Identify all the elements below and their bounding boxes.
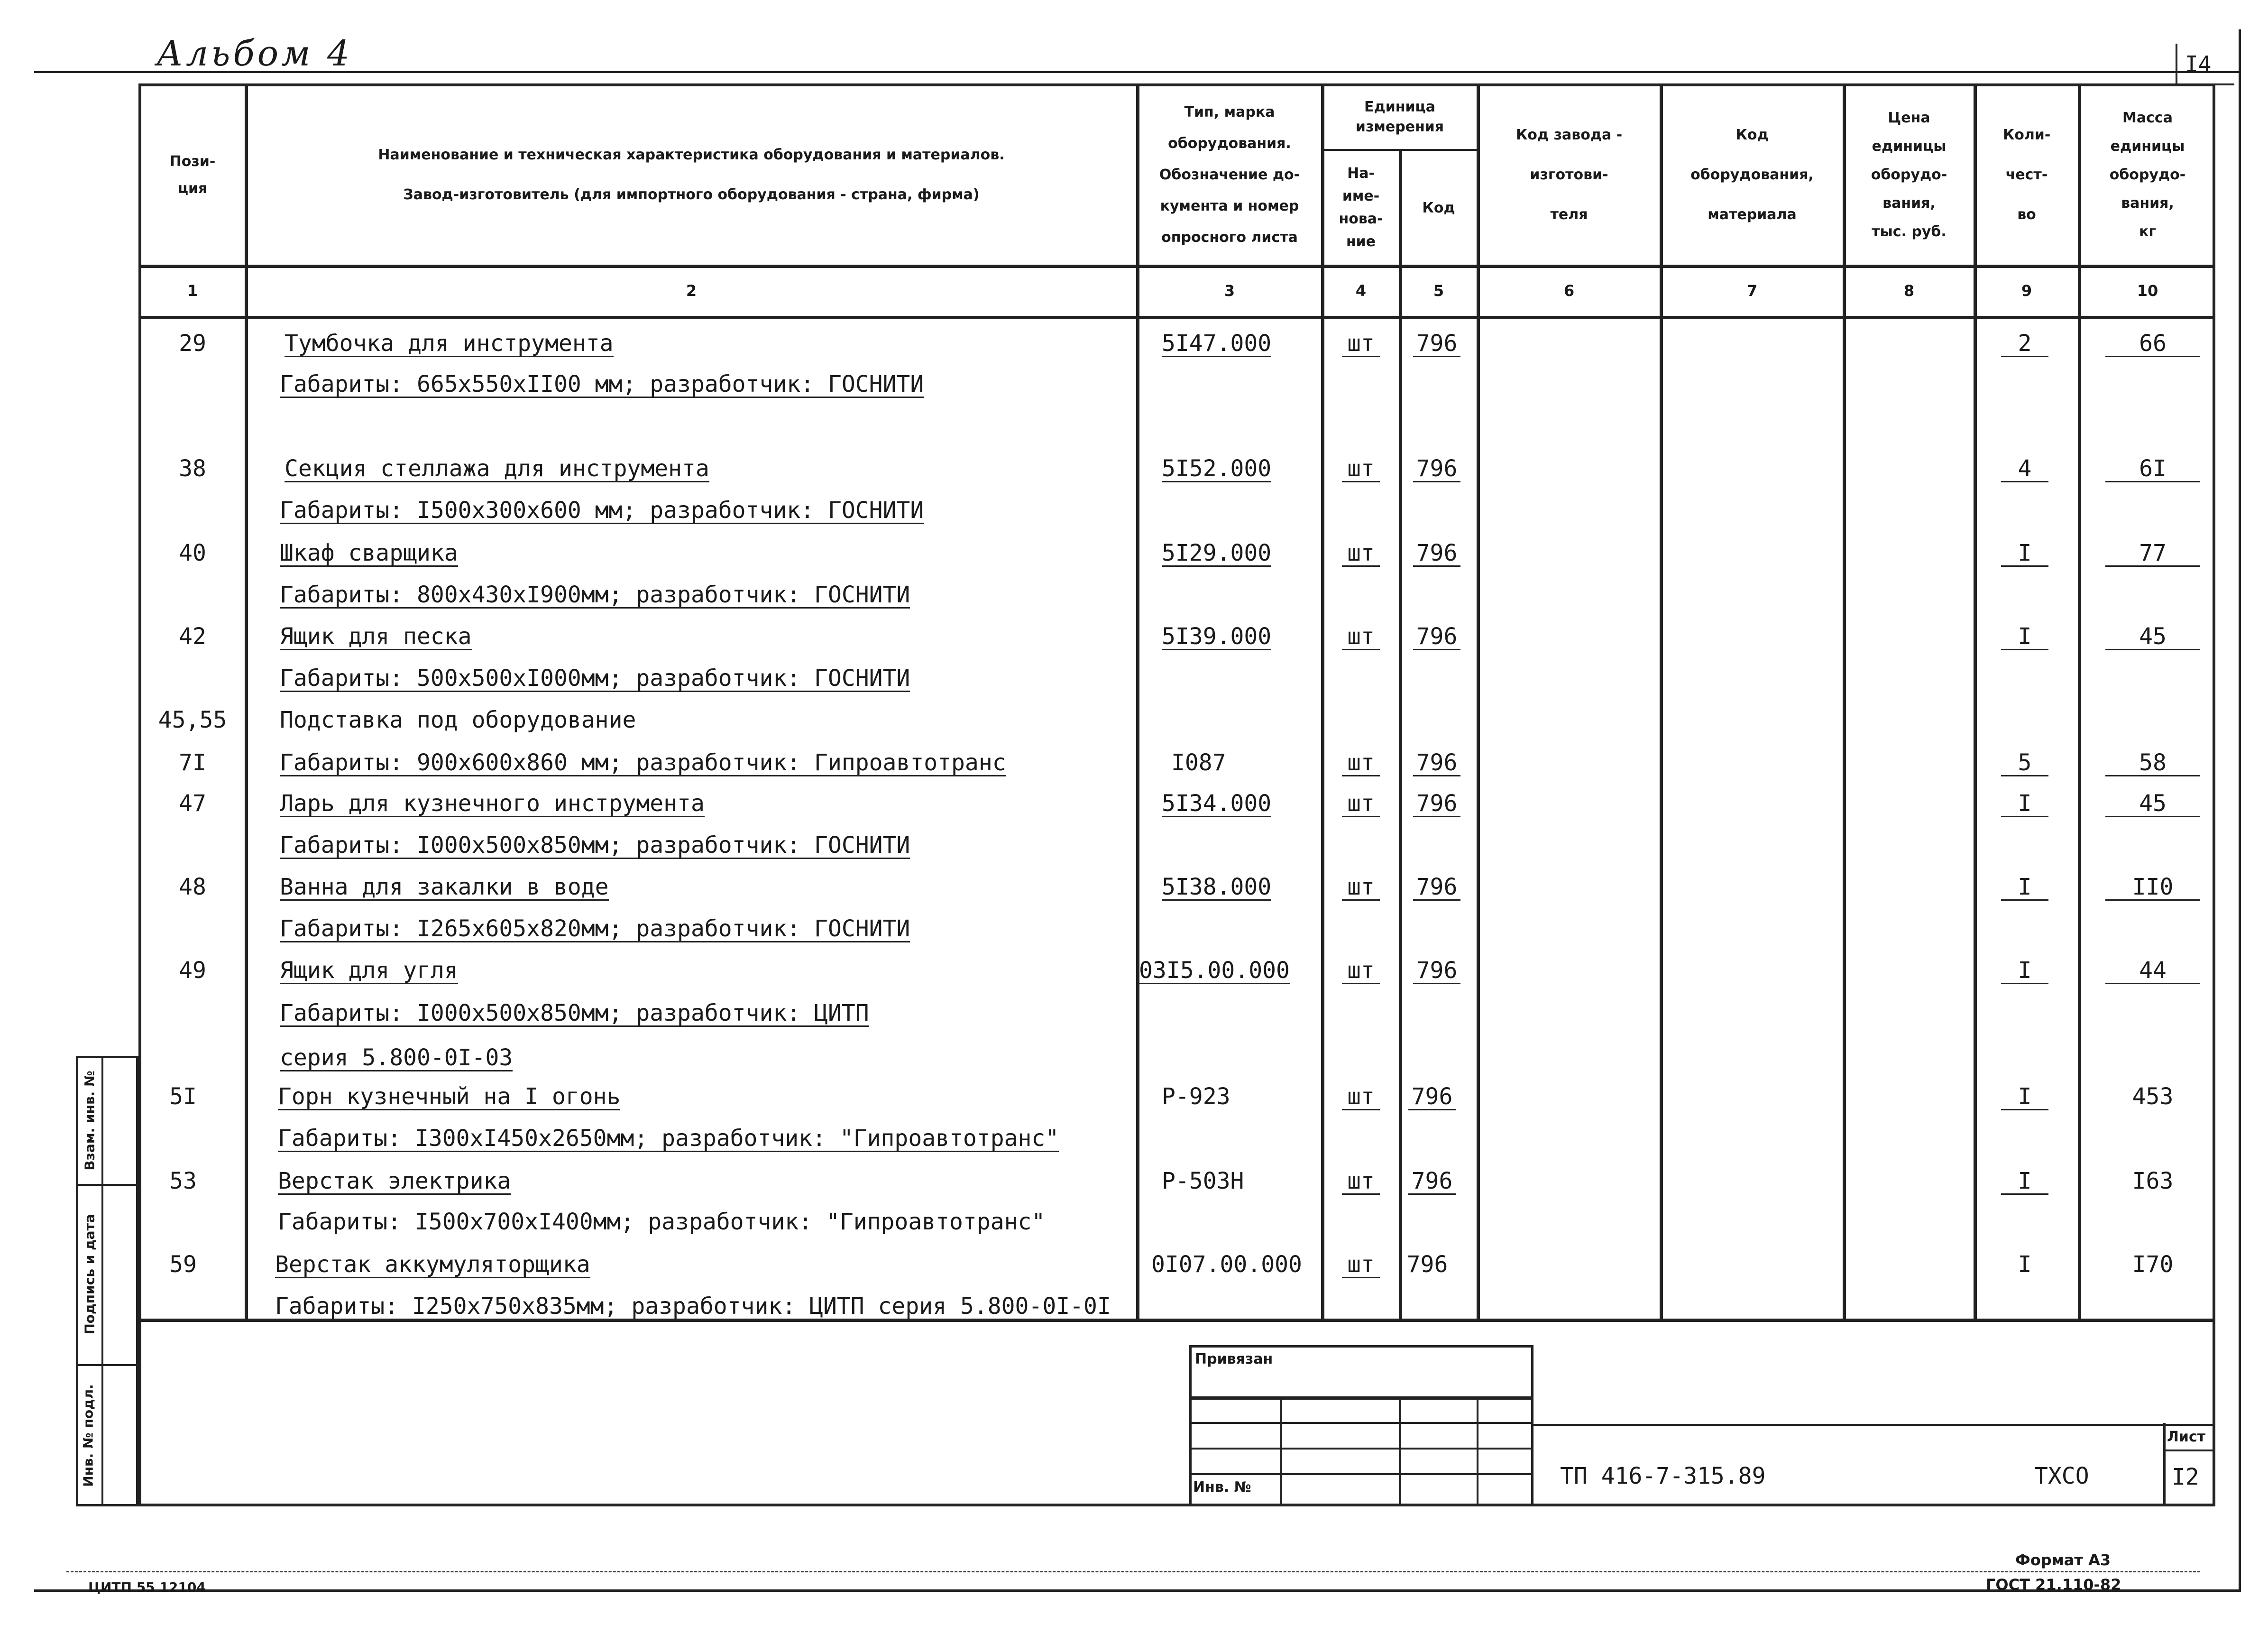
col-line-8 (1974, 83, 1977, 1319)
row-position: 38 (179, 455, 206, 482)
row-code: 796 (1406, 1251, 1448, 1278)
row-name: Ящик для песка (280, 623, 472, 650)
row-code: 796 (1408, 1170, 1456, 1195)
row-position: 53 (169, 1168, 197, 1194)
col-line-4 (1399, 149, 1402, 1319)
colnum-7: 7 (1746, 282, 1758, 300)
row-code: 796 (1408, 1085, 1456, 1110)
side-label-vzam: Взам. инв. № (82, 1071, 98, 1171)
row-code: 796 (1413, 959, 1460, 984)
row-mass: 453 (2132, 1083, 2174, 1110)
header-unit-group: Единица измерения (1355, 99, 1444, 135)
row-position: 45,55 (158, 707, 227, 733)
corner-number: I4 (2185, 51, 2212, 77)
colnum-10: 10 (2137, 282, 2158, 300)
colnum-9: 9 (2021, 282, 2032, 300)
row-name: Габариты: 500х500хI000мм; разработчик: ГОСНИТИ (280, 665, 910, 692)
row-unit: шт (1342, 332, 1380, 357)
col-line-6 (1660, 83, 1663, 1319)
header-price: Цена единицы оборудо- вания, тыс. руб. (1871, 110, 1947, 240)
side-stamp-vline (101, 1056, 103, 1506)
row-type: 5I34.000 (1162, 790, 1272, 817)
row-code: 796 (1413, 876, 1460, 901)
row-unit: шт (1342, 792, 1380, 817)
row-mass: 66 (2105, 332, 2200, 357)
row-name: серия 5.800-0I-03 (280, 1044, 513, 1071)
row-position: 42 (179, 623, 206, 650)
colnum-8: 8 (1903, 282, 1915, 300)
row-quantity: I (2001, 959, 2048, 984)
row-type: 5I52.000 (1162, 455, 1272, 482)
stamp-line-1 (1189, 1396, 1533, 1400)
row-mass: I70 (2132, 1251, 2174, 1278)
header-quantity: Коли- чест- во (2002, 127, 2051, 223)
stamp-vline-3 (1477, 1396, 1478, 1506)
header-equipment-code: Код оборудования, материала (1690, 127, 1814, 223)
row-unit: шт (1342, 959, 1380, 984)
row-mass: 6I (2105, 457, 2200, 482)
stamp-sheet-label: Лист (2167, 1429, 2206, 1445)
row-quantity: I (2018, 1251, 2032, 1278)
row-quantity: I (2001, 1170, 2048, 1195)
row-mass: II0 (2105, 876, 2200, 901)
row-unit: шт (1342, 751, 1380, 776)
row-mass: 58 (2105, 751, 2200, 776)
stamp-sheet-number: I2 (2172, 1464, 2199, 1490)
footer-left-code: ЦИТП 55 12104 (88, 1579, 206, 1595)
row-code: 796 (1413, 625, 1460, 650)
row-name: Ларь для кузнечного инструмента (280, 790, 705, 817)
header-name: Наименование и техническая характеристика оборудования и материалов. Завод-изготовитель (для импортного оборудования - страна, фирма) (378, 147, 1005, 203)
row-unit: шт (1342, 1170, 1380, 1195)
row-position: 59 (169, 1251, 197, 1278)
col-line-5 (1477, 83, 1480, 1319)
row-code: 796 (1413, 332, 1460, 357)
row-position: 7I (179, 749, 206, 776)
stamp-vline-1 (1280, 1396, 1282, 1506)
stamp-privyazan-label: Привязан (1195, 1351, 1273, 1367)
colnum-bottom-line (138, 316, 2215, 319)
row-code: 796 (1413, 792, 1460, 817)
row-quantity: I (2001, 1085, 2048, 1110)
row-name: Габариты: 800х430хI900мм; разработчик: ГОСНИТИ (280, 582, 910, 608)
row-name: Горн кузнечный на I огонь (278, 1083, 621, 1110)
col-line-7 (1843, 83, 1846, 1319)
album-label: Альбом 4 (156, 33, 353, 74)
row-name: Ящик для угля (280, 957, 458, 984)
row-position: 40 (179, 540, 206, 566)
row-type: I087 (1171, 749, 1226, 776)
header-unit-code: Код (1422, 199, 1455, 216)
row-name: Верстак аккумуляторщика (275, 1251, 590, 1278)
row-position: 48 (179, 874, 206, 900)
row-unit: шт (1342, 1085, 1380, 1110)
row-name: Габариты: I300хI450х2650мм; разработчик: "Гипроавтотранс" (278, 1125, 1059, 1152)
row-name: Габариты: I265х605х820мм; разработчик: ГОСНИТИ (280, 915, 910, 942)
header-type: Тип, марка оборудования. Обозначение до- кумента и номер опросного листа (1159, 104, 1300, 246)
row-mass: 45 (2105, 625, 2200, 650)
stamp-doc-code: ТП 416-7-315.89 (1560, 1463, 1766, 1489)
row-position: 29 (179, 330, 206, 357)
row-name: Габариты: I500х700хI400мм; разработчик: "Гипроавтотранс" (278, 1209, 1046, 1235)
header-mass: Масса единицы оборудо- вания, кг (2109, 110, 2186, 240)
row-mass: 45 (2105, 792, 2200, 817)
row-type: 5I47.000 (1162, 330, 1272, 357)
row-quantity: 4 (2001, 457, 2048, 482)
row-name: Габариты: I000х500х850мм; разработчик: ГОСНИТИ (280, 832, 910, 859)
colnum-6: 6 (1563, 282, 1575, 300)
stamp-vline-2 (1399, 1396, 1401, 1506)
row-quantity: I (2001, 792, 2048, 817)
row-quantity: I (2001, 542, 2048, 567)
row-name: Тумбочка для инструмента (285, 330, 614, 357)
col-line-3 (1321, 83, 1324, 1319)
row-mass: 77 (2105, 542, 2200, 567)
row-type: 5I39.000 (1162, 623, 1272, 650)
side-label-inv-podl: Инв. № подл. (80, 1384, 96, 1487)
stamp-section: ТХСО (2034, 1463, 2089, 1489)
row-type: Р-503Н (1162, 1168, 1244, 1194)
footer-gost: ГОСТ 21.110-82 (1986, 1576, 2121, 1594)
top-border (34, 71, 2241, 73)
header-bottom-line (138, 265, 2215, 268)
row-unit: шт (1342, 625, 1380, 650)
row-position: 49 (179, 957, 206, 984)
row-name: Габариты: I000х500х850мм; разработчик: ЦИТП (280, 1000, 869, 1026)
colnum-2: 2 (686, 282, 697, 300)
row-unit: шт (1342, 457, 1380, 482)
row-name: Подставка под оборудование (280, 707, 636, 733)
header-unit-name: На- име- нова- ние (1339, 165, 1383, 250)
colnum-4: 4 (1355, 282, 1367, 300)
stamp-line-4 (1189, 1473, 1533, 1475)
row-name: Секция стеллажа для инструмента (285, 455, 709, 482)
header-factory-code: Код завода - изготови- теля (1515, 127, 1623, 223)
row-type: 5I38.000 (1162, 874, 1272, 900)
col-line-1 (245, 83, 248, 1319)
row-quantity: I (2001, 625, 2048, 650)
row-type: 0I07.00.000 (1151, 1251, 1302, 1278)
row-unit: шт (1342, 876, 1380, 901)
row-quantity: 2 (2001, 332, 2048, 357)
footer-format: Формат А3 (2015, 1551, 2111, 1569)
row-unit: шт (1342, 542, 1380, 567)
row-name: Шкаф сварщика (280, 540, 458, 566)
row-type: 03I5.00.000 (1139, 957, 1290, 984)
footer-dashed-line (66, 1571, 2200, 1572)
row-name: Габариты: 665х550хII00 мм; разработчик: ГОСНИТИ (280, 371, 924, 397)
stamp-sheet-line (2163, 1450, 2215, 1451)
stamp-line-3 (1189, 1448, 1533, 1450)
header-position: Пози- ция (169, 153, 216, 197)
row-mass: I63 (2132, 1168, 2174, 1194)
row-code: 796 (1413, 751, 1460, 776)
row-name: Габариты: I250х750х835мм; разработчик: ЦИТП серия 5.800-0I-0I (275, 1293, 1111, 1320)
row-type: 5I29.000 (1162, 540, 1272, 566)
colnum-5: 5 (1433, 282, 1444, 300)
row-mass: 44 (2105, 959, 2200, 984)
row-name: Верстак электрика (278, 1168, 511, 1194)
row-type: Р-923 (1162, 1083, 1230, 1110)
row-unit: шт (1342, 1253, 1380, 1278)
stamp-main-top (1533, 1424, 2215, 1426)
colnum-3: 3 (1224, 282, 1235, 300)
col-line-2 (1136, 83, 1139, 1319)
row-name: Ванна для закалки в воде (280, 874, 609, 900)
row-quantity: I (2001, 876, 2048, 901)
row-position: 47 (179, 790, 206, 817)
row-position: 5I (169, 1083, 197, 1110)
row-name: Габариты: I500х300х600 мм; разработчик: ГОСНИТИ (280, 497, 924, 524)
row-name: Габариты: 900х600х860 мм; разработчик: Гипроавтотранс (280, 749, 1006, 776)
row-code: 796 (1413, 542, 1460, 567)
colnum-1: 1 (187, 282, 198, 300)
row-quantity: 5 (2001, 751, 2048, 776)
row-code: 796 (1413, 457, 1460, 482)
stamp-inv-label: Инв. № (1193, 1479, 1251, 1496)
stamp-line-2 (1189, 1422, 1533, 1424)
col-line-9 (2078, 83, 2081, 1319)
side-label-podpis: Подпись и дата (82, 1214, 98, 1335)
